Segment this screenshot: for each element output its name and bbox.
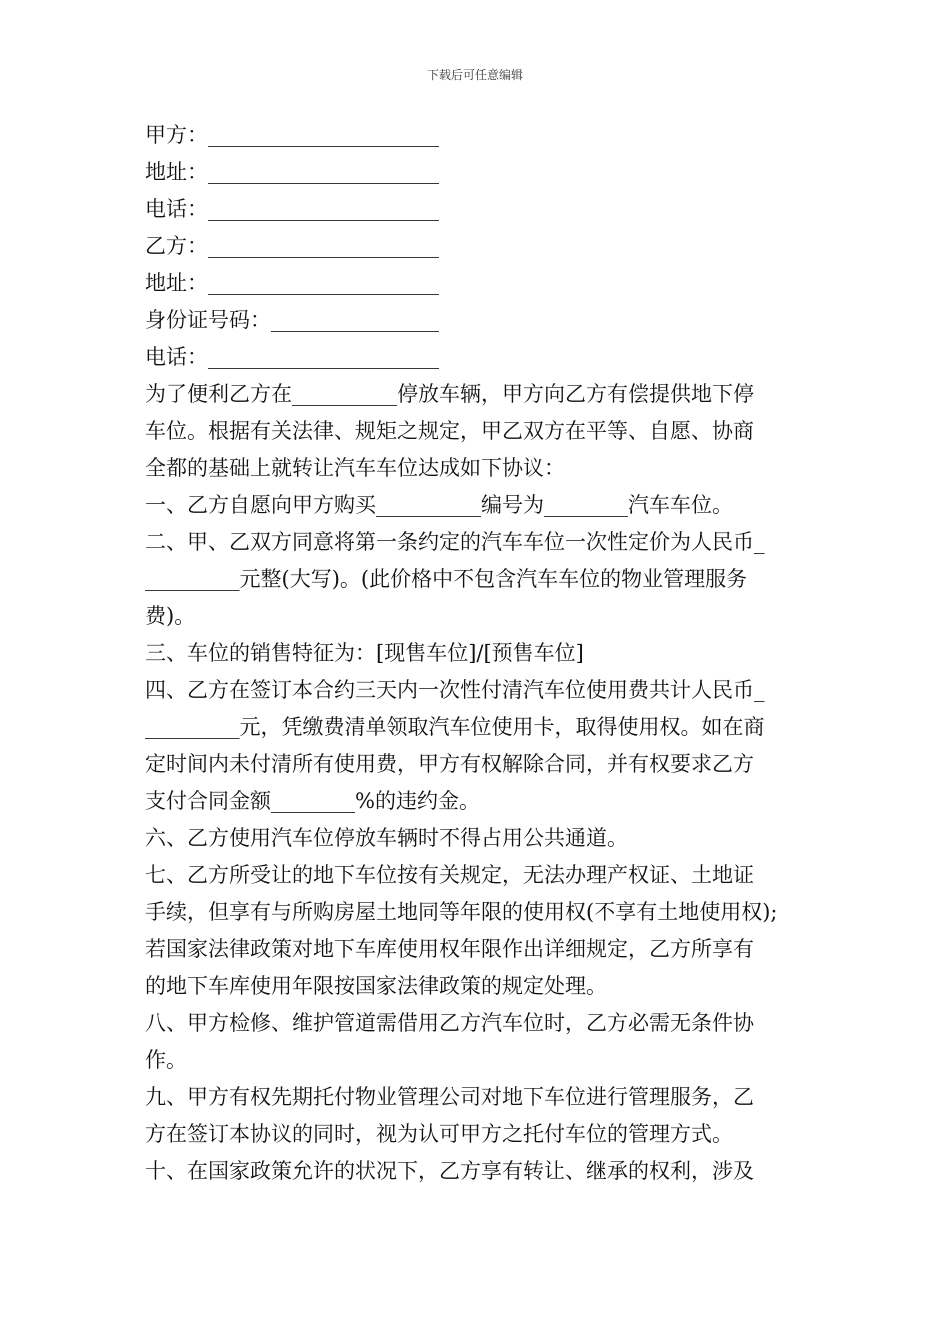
clause-line: 支付合同金额________%的违约金。 [145, 789, 480, 813]
clause-line: 二、甲、乙双方同意将第一条约定的汽车车位一次性定价为人民币_ [145, 530, 765, 554]
clause-line: 作。 [145, 1048, 187, 1072]
clause-line: 一、乙方自愿向甲方购买__________编号为________汽车车位。 [145, 493, 733, 517]
clause-line: 费)。 [145, 604, 196, 628]
party-b-address-line: 地址：______________________ [145, 271, 439, 295]
page-header-note: 下载后可任意编辑 [426, 68, 523, 82]
paragraph-line: 车位。根据有关法律、规矩之规定，甲乙双方在平等、自愿、协商 [145, 419, 754, 443]
clause-line: 若国家法律政策对地下车库使用权年限作出详细规定，乙方所享有 [145, 937, 754, 961]
clause-line: _________元整(大写)。(此价格中不包含汽车车位的物业管理服务 [145, 567, 748, 591]
document-body [145, 117, 810, 1190]
clause-line: _________元，凭缴费清单领取汽车位使用卡，取得使用权。如在商 [145, 715, 765, 739]
party-b-line: 乙方：______________________ [145, 234, 439, 258]
clause-line: 手续，但享有与所购房屋土地同等年限的使用权(不享有土地使用权); [145, 900, 778, 924]
paragraph-line: 为了便利乙方在__________停放车辆，甲方向乙方有偿提供地下停 [145, 382, 754, 406]
clause-line: 定时间内未付清所有使用费，甲方有权解除合同，并有权要求乙方 [145, 752, 754, 776]
party-a-address-line: 地址：______________________ [145, 160, 439, 184]
clause-line: 十、在国家政策允许的状况下，乙方享有转让、继承的权利，涉及 [145, 1159, 754, 1183]
paragraph-line: 全都的基础上就转让汽车车位达成如下协议： [145, 456, 565, 480]
clause-line: 三、车位的销售特征为：[现售车位]/[预售车位] [145, 641, 584, 665]
clause-line: 六、乙方使用汽车位停放车辆时不得占用公共通道。 [145, 826, 628, 850]
party-b-id-line: 身份证号码：________________ [145, 308, 439, 332]
clause-line: 九、甲方有权先期托付物业管理公司对地下车位进行管理服务，乙 [145, 1085, 754, 1109]
clause-line: 四、乙方在签订本合约三天内一次性付清汽车位使用费共计人民币_ [145, 678, 765, 702]
party-a-line: 甲方：______________________ [145, 123, 439, 147]
party-b-phone-line: 电话：______________________ [145, 345, 439, 369]
party-a-phone-line: 电话：______________________ [145, 197, 439, 221]
clause-line: 八、甲方检修、维护管道需借用乙方汽车位时，乙方必需无条件协 [145, 1011, 754, 1035]
clause-line: 七、乙方所受让的地下车位按有关规定，无法办理产权证、土地证 [145, 863, 754, 887]
clause-line: 方在签订本协议的同时，视为认可甲方之托付车位的管理方式。 [145, 1122, 733, 1146]
clause-line: 的地下车库使用年限按国家法律政策的规定处理。 [145, 974, 607, 998]
